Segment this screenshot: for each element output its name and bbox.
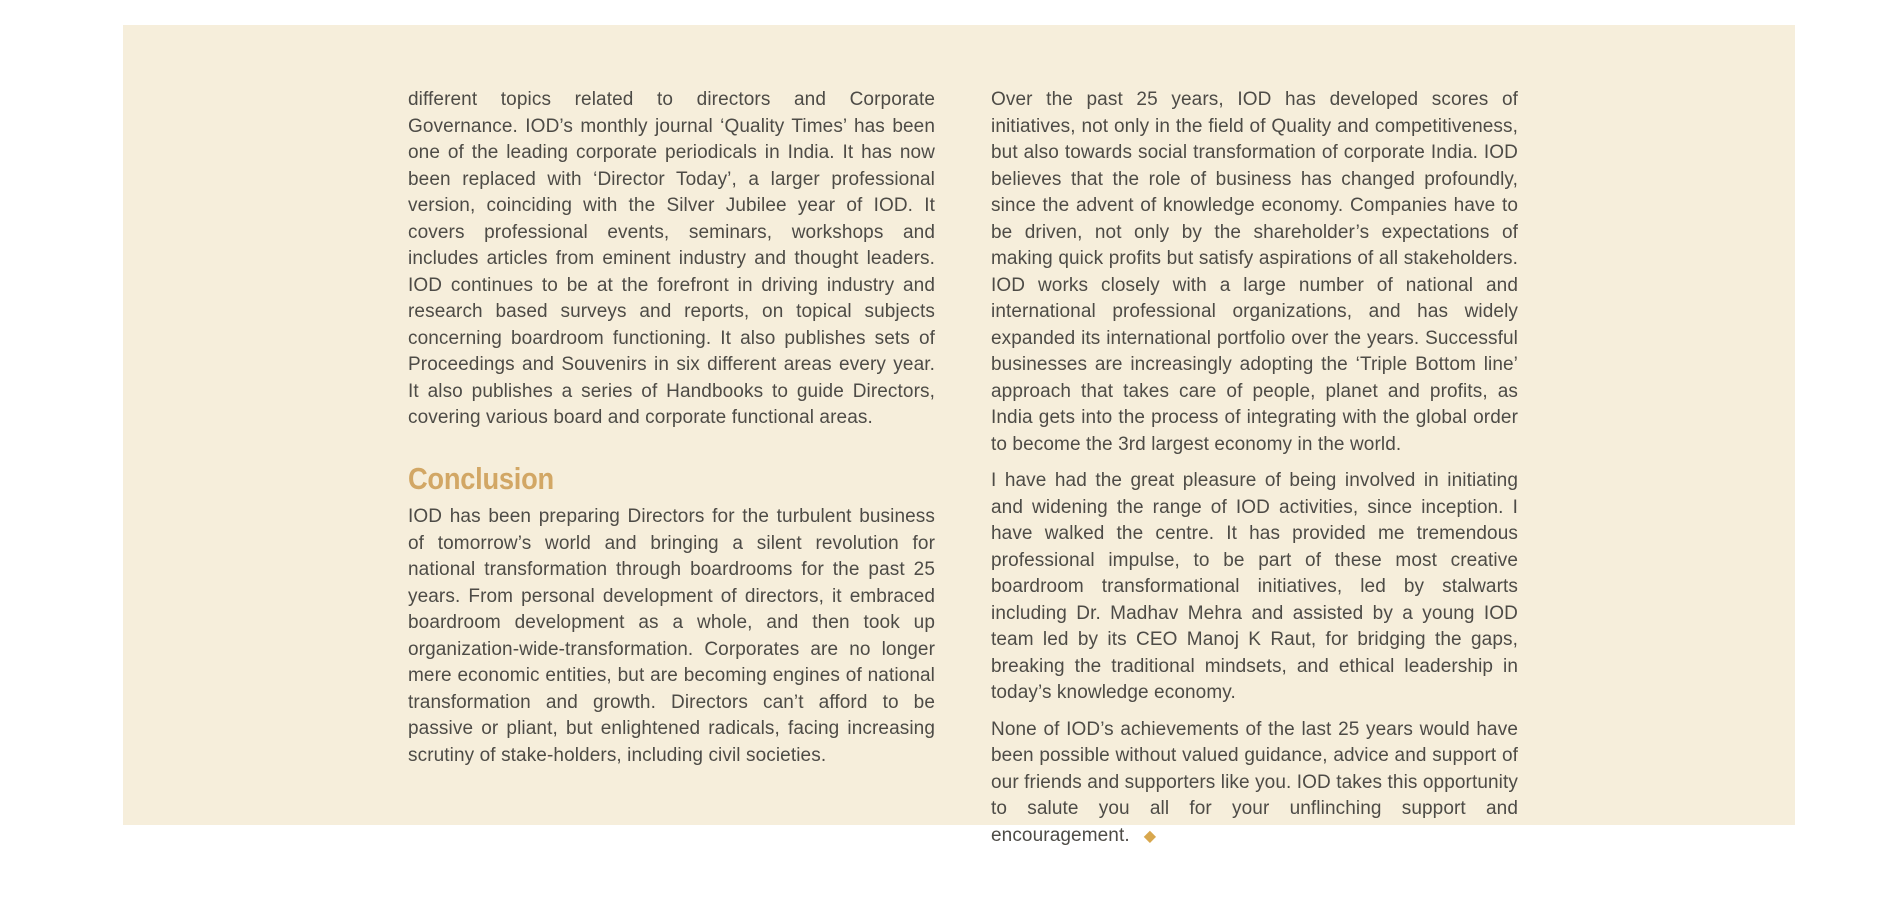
right-column: [991, 87, 1518, 860]
left-column-paragraph-2: IOD has been preparing Directors for the turbulent business of tomorrow’s world and bringing a silent revolution for national transformation through boardrooms for the past 25 years. From personal development of directors, it embraced boardroom development as a whole, and then took up organization-wide-transformation. Corporates are no longer mere economic entities, but are becoming engines of national transformation and growth. Directors can’t afford to be passive or pliant, but enlightened radicals, facing increasing scrutiny of stake-holders, including civil societies.: [408, 506, 935, 766]
left-column: [408, 87, 935, 860]
right-column-paragraph-3: [991, 717, 1518, 851]
conclusion-heading: Conclusion: [408, 460, 554, 496]
article-page-panel: [123, 25, 1795, 846]
right-column-paragraph-1: Over the past 25 years, IOD has developed scores of initiatives, not only in the field of Quality and competitiveness, but also towards social transformation of corporate India. IOD believes that the role of business has changed profoundly, since the advent of knowledge economy. Companies have to be driven, not only by the shareholder’s expectations of making quick profits but satisfy aspirations of all stakeholders. IOD works closely with a large number of national and international professional organizations, and has widely expanded its international portfolio over the years. Successful businesses are increasingly adopting the ‘Triple Bottom line’ approach that takes care of people, planet and profits, as India gets into the process of integrating with the global order to become the 3rd largest economy in the world.: [991, 89, 1518, 455]
left-column-paragraph-1: different topics related to directors and Corporate Governance. IOD’s monthly journal ‘Quality Times’ has been one of the leading corporate periodicals in India. It has now been replaced with ‘Director Today’, a larger professional version, coinciding with the Silver Jubilee year of IOD. It covers professional events, seminars, workshops and includes articles from eminent industry and thought leaders. IOD continues to be at the forefront in driving industry and research based surveys and reports, on topical subjects concerning boardroom functioning. It also publishes sets of Proceedings and Souvenirs in six different areas every year. It also publishes a series of Handbooks to guide Directors, covering various board and corporate functional areas.: [408, 89, 935, 428]
closing-paragraph-text: None of IOD’s achievements of the last 25 years would have been possible without valued guidance, advice and support of our friends and supporters like you. IOD takes this opportunity to salute you all for your unflinching support and encouragement.: [991, 718, 1518, 846]
article-two-column-layout: [408, 87, 1518, 860]
end-mark-diamond-icon: ◆: [1143, 827, 1157, 845]
right-column-paragraph-2: I have had the great pleasure of being involved in initiating and widening the range of IOD activities, since inception. I have walked the centre. It has provided me tremendous professional impulse, to be part of these most creative boardroom transformational initiatives, led by stalwarts including Dr. Madhav Mehra and assisted by a young IOD team led by its CEO Manoj K Raut, for bridging the gaps, breaking the traditional mindsets, and ethical leadership in today’s knowledge economy.: [991, 470, 1518, 703]
